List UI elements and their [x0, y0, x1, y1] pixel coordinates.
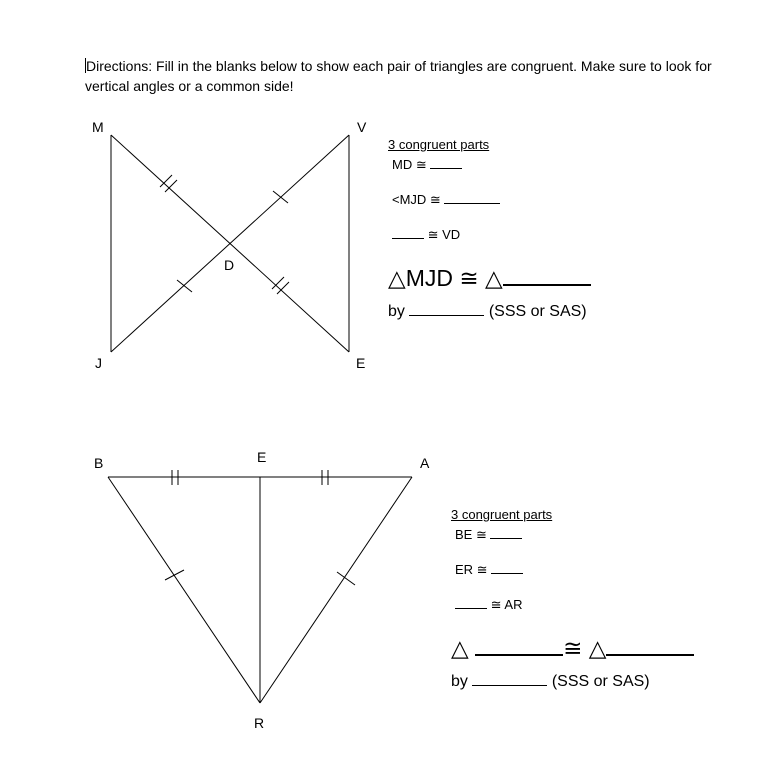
label-r: R: [254, 715, 265, 731]
fig2-line2: ER ≅: [455, 560, 523, 578]
fig1-statement: △MJD ≅ △: [388, 264, 591, 292]
blank-be[interactable]: [490, 525, 522, 539]
triangle-figure: [108, 470, 412, 703]
label-j: J: [95, 355, 102, 371]
fig2-by: by (SSS or SAS): [451, 673, 650, 690]
blank-triangle-2b[interactable]: [606, 634, 694, 656]
fig2-line1: BE ≅: [455, 525, 522, 543]
fig1-line1: MD ≅: [392, 155, 462, 173]
label-b: B: [94, 455, 104, 471]
tick-ar: [337, 572, 355, 585]
blank-ar[interactable]: [455, 595, 487, 609]
blank-md[interactable]: [430, 155, 462, 169]
label-m: M: [92, 119, 104, 135]
segment-br: [108, 477, 260, 703]
fig1-line2: <MJD ≅: [392, 190, 500, 208]
blank-er[interactable]: [491, 560, 523, 574]
tick-br: [165, 570, 184, 580]
fig2-statement: △ ≅ △: [451, 634, 694, 662]
label-e: E: [356, 355, 366, 371]
blank-vd[interactable]: [392, 225, 424, 239]
fig2-line3: ≅ AR: [455, 595, 522, 613]
bowtie-figure: [111, 135, 349, 352]
parts-title-2: 3 congruent parts: [451, 507, 553, 522]
parts-title-1: 3 congruent parts: [388, 137, 490, 152]
fig1-by: by (SSS or SAS): [388, 303, 587, 320]
blank-mjd[interactable]: [444, 190, 500, 204]
directions-text: Directions: Fill in the blanks below to show each pair of triangles are congruent. Make sure to look for vertical angles or a common side!: [85, 58, 712, 94]
label-a: A: [420, 455, 430, 471]
blank-triangle-1[interactable]: [503, 264, 591, 286]
label-v: V: [357, 119, 367, 135]
fig1-line3: ≅ VD: [392, 225, 460, 243]
blank-reason-2[interactable]: [472, 671, 547, 686]
label-d: D: [224, 257, 235, 273]
label-e2: E: [257, 449, 267, 465]
blank-reason-1[interactable]: [409, 301, 484, 316]
blank-triangle-2a[interactable]: [475, 634, 563, 656]
segment-ar: [260, 477, 412, 703]
